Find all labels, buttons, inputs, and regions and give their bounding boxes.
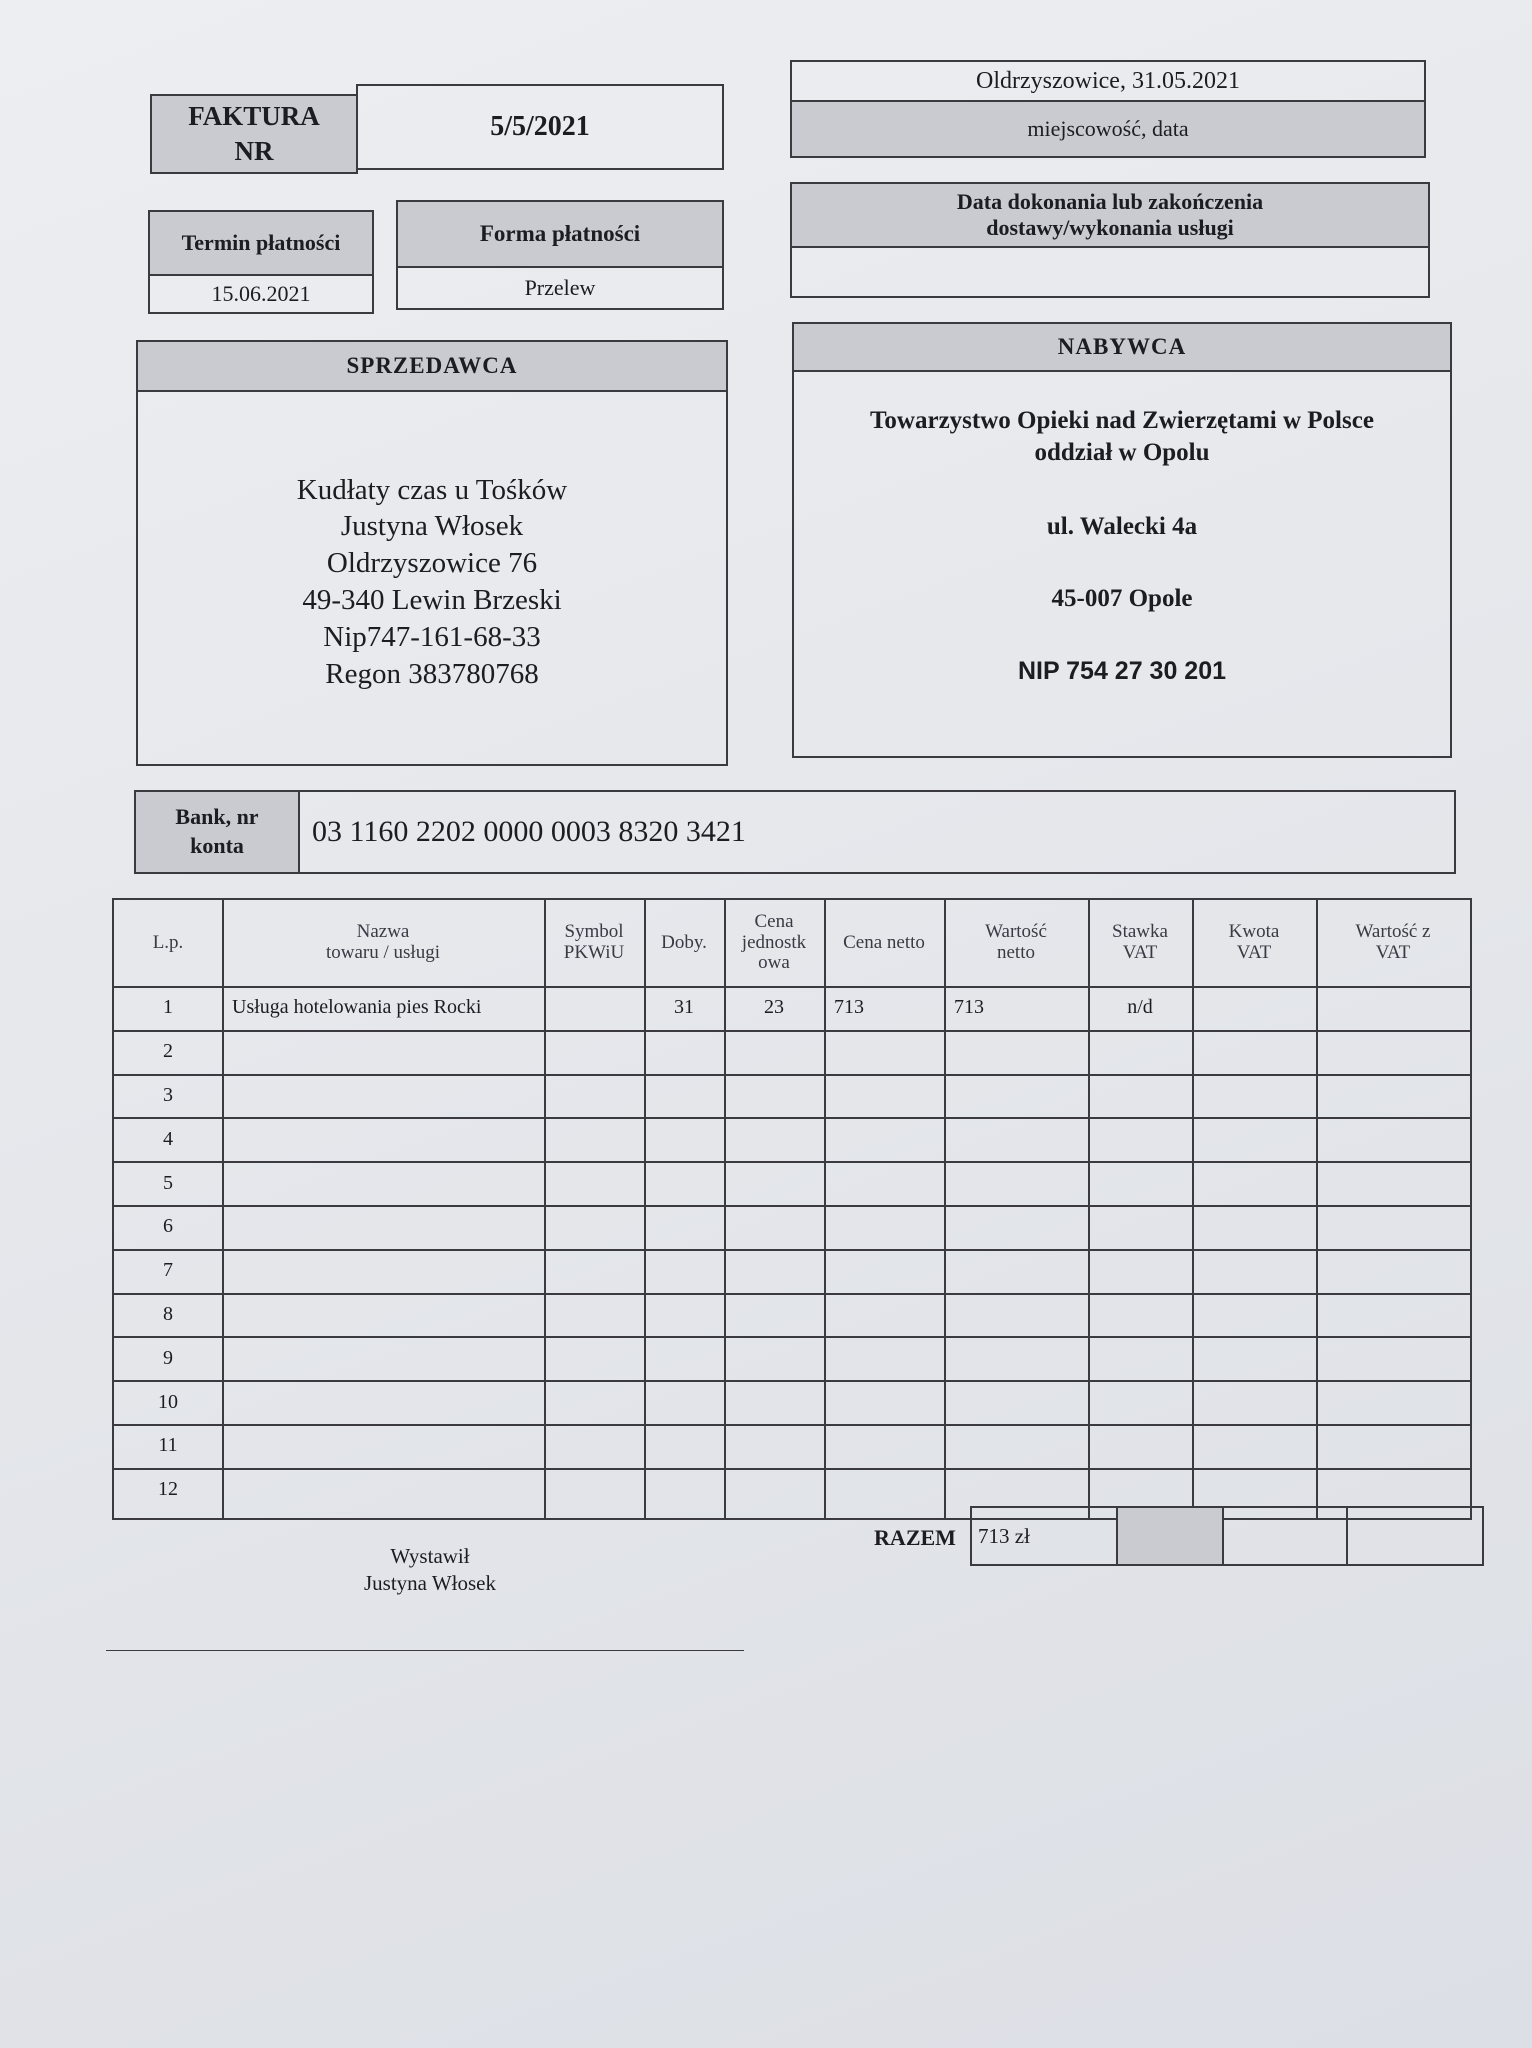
cell-net-value [944,1336,1088,1380]
cell-net-price [824,1424,944,1468]
cell-gross-value [1316,1161,1470,1205]
cell-doby [644,1074,724,1118]
cell-doby [644,1468,724,1512]
buyer-nip: NIP 754 27 30 201 [1017,656,1227,685]
total-box [970,1506,1484,1566]
divider [298,792,300,872]
bank-label-line2: konta [190,833,244,858]
cell-doby [644,1161,724,1205]
cell-name [222,1161,544,1205]
payment-term-label: Termin płatności [150,212,372,274]
column-divider [724,900,726,1518]
place-date-label: miejscowość, data [792,102,1424,156]
column-divider [1088,900,1090,1518]
cell-unit-price [724,1468,824,1512]
cell-gross-value [1316,1249,1470,1293]
cell-gross-value [1316,986,1470,1030]
cell-net-value [944,1161,1088,1205]
payment-form-label: Forma płatności [398,202,722,266]
payment-form-box [396,200,724,310]
payment-form-value: Przelew [524,275,596,300]
cell-unit-price [724,1117,824,1161]
cell-gross-value [1316,1205,1470,1249]
cell-doby [644,1205,724,1249]
cell-vat-rate [1088,1161,1192,1205]
cell-unit-price [724,1205,824,1249]
issuer-label: Wystawił [390,1543,470,1568]
col-header-vat-amount-line1: Kwota [1228,921,1280,943]
cell-vat-rate [1088,1030,1192,1074]
cell-vat-rate [1088,1205,1192,1249]
col-header-net-value-line1: Wartość [985,921,1047,943]
column-divider [644,900,646,1518]
cell-net-price [824,1030,944,1074]
cell-net-price [824,1117,944,1161]
cell-name [222,1074,544,1118]
issuer-name: Justyna Włosek [363,1571,497,1595]
cell-vat-rate [1088,1249,1192,1293]
col-header-doby: Doby. [661,931,707,953]
seller-header: SPRZEDAWCA [138,342,726,390]
cell-lp: 12 [158,1478,178,1501]
buyer-city: 45-007 Opole [1051,585,1193,612]
cell-vat-amount [1192,1117,1316,1161]
cell-unit-price [724,1249,824,1293]
cell-net-value [944,1293,1088,1337]
column-divider [544,900,546,1518]
column-divider [944,900,946,1518]
col-header-gross-value [1316,900,1470,986]
cell-vat-amount [1192,1205,1316,1249]
buyer-name-line2: oddział w Opolu [1034,439,1210,466]
col-header-symbol [544,900,644,986]
col-header-name-line2: towaru / usługi [326,942,440,963]
cell-gross-value [1316,1424,1470,1468]
bank-label [136,792,298,872]
cell-vat-rate [1088,1074,1192,1118]
cell-net-value: 713 [954,996,984,1019]
cell-net-price [824,1249,944,1293]
cell-vat-rate [1088,1380,1192,1424]
cell-vat-rate [1088,1336,1192,1380]
cell-vat-amount [1192,1424,1316,1468]
col-header-unit-price-line2: jednostk [741,931,807,953]
cell-net-price [824,1380,944,1424]
delivery-date-label-line2: dostawy/wykonania usługi [986,215,1234,240]
invoice-title-line1: FAKTURA [188,100,320,131]
cell-lp: 5 [163,1171,173,1194]
cell-net-value [944,1205,1088,1249]
cell-vat-amount [1192,1293,1316,1337]
cell-unit-price [724,1336,824,1380]
cell-unit-price [724,1293,824,1337]
seller-box [136,340,728,766]
cell-vat-amount [1192,1161,1316,1205]
issuer-block [280,1540,580,1600]
cell-lp: 10 [158,1390,178,1413]
cell-gross-value [1316,1074,1470,1118]
total-label: RAZEM [874,1525,956,1550]
cell-name [222,1380,544,1424]
cell-name [222,1030,544,1074]
seller-city: 49-340 Lewin Brzeski [302,584,562,616]
cell-vat-rate [1088,1424,1192,1468]
seller-regon: Regon 383780768 [325,657,539,690]
cell-name [222,1249,544,1293]
cell-symbol [544,1293,644,1337]
divider [1346,1508,1348,1564]
payment-term-value: 15.06.2021 [211,281,311,306]
bank-label-line1: Bank, nr [175,804,259,830]
col-header-vat-amount-line2: VAT [1236,942,1272,963]
column-divider [1192,900,1194,1518]
buyer-header: NABYWCA [794,324,1450,370]
cell-symbol [544,1468,644,1512]
cell-lp: 6 [163,1215,173,1238]
col-header-gross-value-line2: VAT [1375,942,1411,963]
cell-unit-price: 23 [764,996,784,1019]
cell-symbol [544,1249,644,1293]
total-vat-rate-cell [1118,1508,1222,1564]
cell-unit-price [724,1074,824,1118]
divider [138,390,726,392]
cell-net-value [944,1074,1088,1118]
cell-symbol [544,1074,644,1118]
buyer-street: ul. Walecki 4a [1046,513,1198,540]
cell-vat-amount [1192,1074,1316,1118]
col-header-vat-rate [1088,900,1192,986]
cell-net-value [944,1249,1088,1293]
cell-symbol [544,1205,644,1249]
cell-name [222,1336,544,1380]
cell-lp: 9 [163,1346,173,1369]
place-date-box [790,60,1426,158]
cell-doby [644,1293,724,1337]
buyer-name [794,402,1450,472]
seller-nip: Nip747-161-68-33 [323,620,541,653]
cell-symbol [544,1380,644,1424]
cell-lp: 8 [163,1302,173,1325]
cell-symbol [544,1424,644,1468]
cell-net-value [944,1424,1088,1468]
cell-vat-amount [1192,1380,1316,1424]
divider [794,370,1450,372]
invoice-title-box [150,94,358,174]
cell-unit-price [724,1161,824,1205]
signature-line [106,1650,744,1651]
cell-vat-amount [1192,1249,1316,1293]
cell-gross-value [1316,1030,1470,1074]
cell-lp: 7 [163,1259,173,1282]
payment-term-box [148,210,374,314]
cell-vat-amount [1192,986,1316,1030]
column-divider [1316,900,1318,1518]
col-header-name-line1: Nazwa [356,921,410,943]
seller-owner: Justyna Włosek [340,510,524,543]
cell-doby: 31 [674,996,694,1019]
invoice-number-box [356,84,724,170]
column-divider [824,900,826,1518]
cell-doby [644,1336,724,1380]
col-header-unit-price [724,900,824,986]
col-header-net-value [944,900,1088,986]
col-header-gross-value-line1: Wartość z [1355,921,1431,943]
cell-name [222,1293,544,1337]
cell-net-price [824,1468,944,1512]
seller-details [138,422,726,742]
cell-unit-price [724,1030,824,1074]
invoice-title-line2: NR [234,136,274,166]
buyer-box [792,322,1452,758]
cell-net-price [824,1205,944,1249]
cell-lp: 4 [163,1127,173,1150]
col-header-name [222,900,544,986]
cell-lp: 1 [163,996,173,1019]
items-table [112,898,1472,1520]
cell-lp: 11 [158,1434,178,1457]
cell-net-price [824,1074,944,1118]
cell-net-price: 713 [834,996,864,1019]
cell-gross-value [1316,1380,1470,1424]
cell-doby [644,1117,724,1161]
cell-gross-value [1316,1336,1470,1380]
delivery-date-box [790,182,1430,298]
cell-vat-rate [1088,1117,1192,1161]
cell-unit-price [724,1380,824,1424]
cell-vat-rate: n/d [1127,996,1153,1019]
buyer-name-line1: Towarzystwo Opieki nad Zwierzętami w Polsce [870,406,1374,434]
col-header-unit-price-line3: owa [758,952,790,974]
divider [1222,1508,1224,1564]
cell-vat-amount [1192,1336,1316,1380]
bank-account: 03 1160 2202 0000 0003 8320 3421 [312,815,746,848]
cell-gross-value [1316,1117,1470,1161]
delivery-date-value [792,248,1428,296]
cell-symbol [544,1117,644,1161]
cell-net-price [824,1161,944,1205]
col-header-unit-price-line1: Cena [754,910,794,932]
cell-unit-price [724,1424,824,1468]
bank-box [134,790,1456,874]
col-header-vat-rate-line2: VAT [1122,942,1158,963]
cell-name [222,1205,544,1249]
cell-lp: 3 [163,1083,173,1106]
col-header-symbol-line2: PKWiU [563,942,625,963]
cell-vat-rate [1088,1293,1192,1337]
cell-name: Usługa hotelowania pies Rocki [232,996,482,1019]
cell-doby [644,1030,724,1074]
cell-doby [644,1249,724,1293]
col-header-net-value-line2: netto [997,942,1035,963]
cell-symbol [544,1161,644,1205]
cell-name [222,1468,544,1512]
cell-vat-amount [1192,1030,1316,1074]
seller-name: Kudłaty czas u Tośków [296,473,568,506]
col-header-net-price: Cena netto [843,931,925,953]
cell-net-value [944,1117,1088,1161]
place-date: Oldrzyszowice, 31.05.2021 [976,67,1240,94]
cell-lp: 2 [163,1040,173,1063]
seller-street: Oldrzyszowice 76 [326,547,538,580]
cell-net-price [824,1293,944,1337]
col-header-lp: L.p. [152,931,184,953]
cell-doby [644,1424,724,1468]
col-header-vat-rate-line1: Stawka [1112,921,1168,943]
col-header-symbol-line1: Symbol [564,921,624,943]
cell-symbol [544,1336,644,1380]
cell-gross-value [1316,1293,1470,1337]
total-value: 713 zł [978,1523,1030,1548]
cell-name [222,1424,544,1468]
col-header-vat-amount [1192,900,1316,986]
cell-net-price [824,1336,944,1380]
cell-symbol [544,986,644,1030]
cell-doby [644,1380,724,1424]
cell-net-value [944,1030,1088,1074]
column-divider [222,900,224,1518]
delivery-date-label-line1: Data dokonania lub zakończenia [956,188,1264,214]
cell-symbol [544,1030,644,1074]
invoice-number: 5/5/2021 [490,111,590,142]
cell-net-value [944,1380,1088,1424]
cell-name [222,1117,544,1161]
